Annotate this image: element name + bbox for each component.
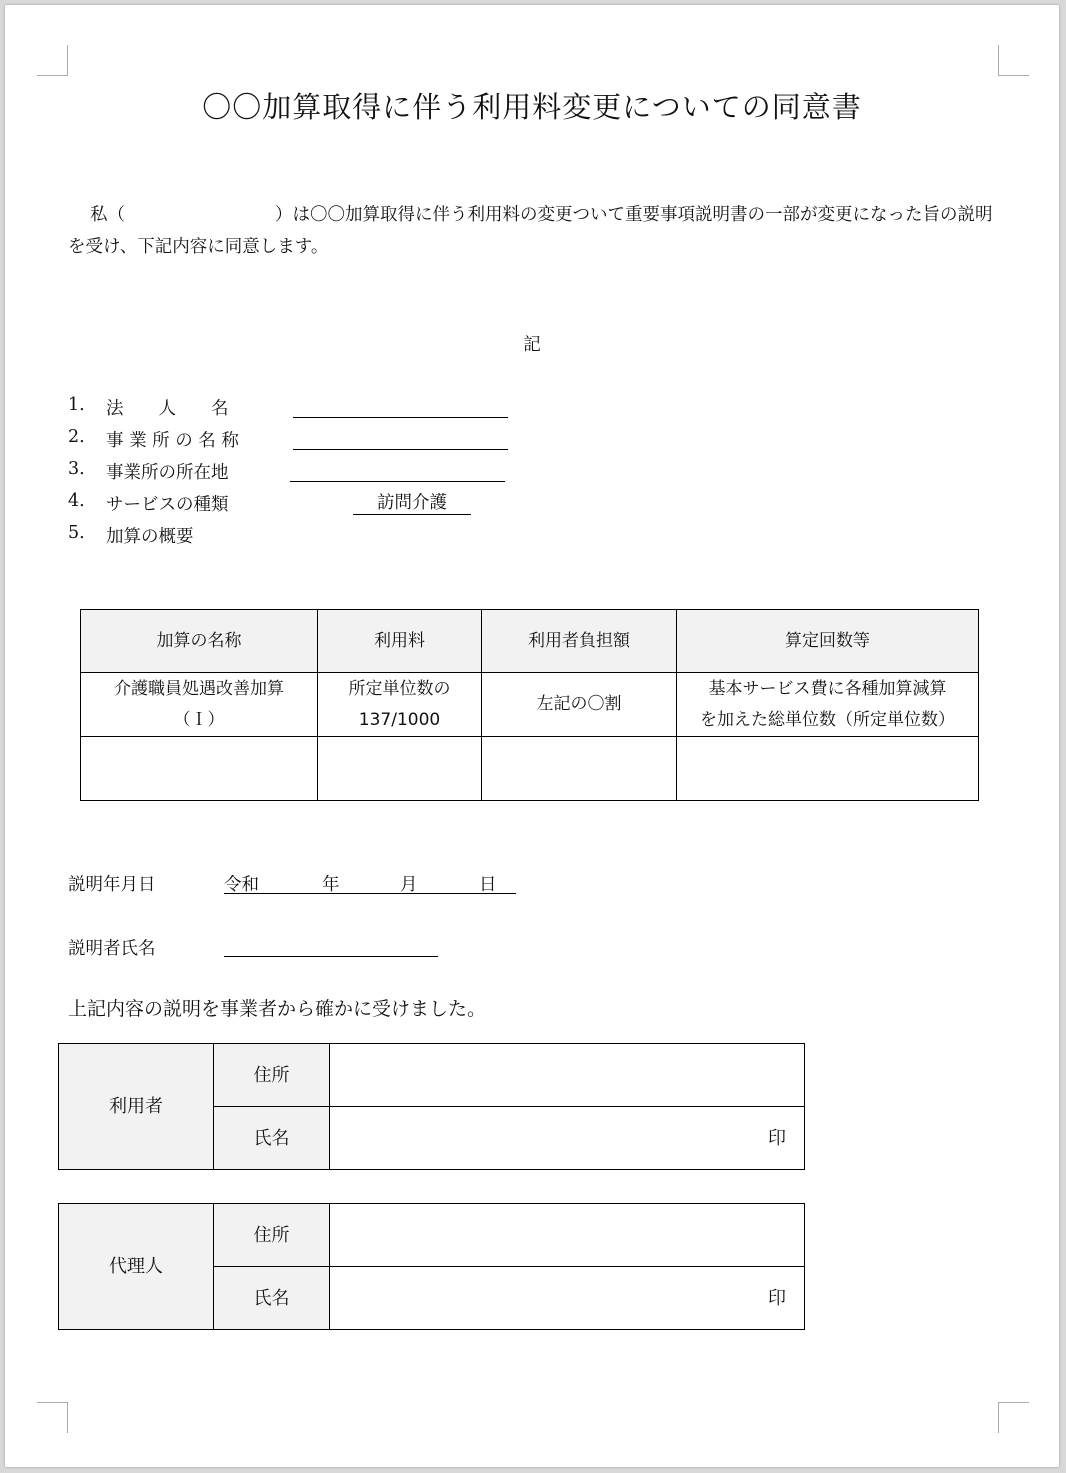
item-label: 法 人 名 <box>106 399 229 419</box>
date-month: 月 <box>400 875 418 895</box>
table-cell <box>677 673 979 737</box>
column-header: 利用料 <box>318 610 482 673</box>
cell-line: 137/1000 <box>358 709 441 730</box>
explainer-name-label: 説明者氏名 <box>68 939 156 959</box>
office-address-field[interactable] <box>290 481 505 482</box>
addition-table <box>80 609 979 801</box>
user-block-title: 利用者 <box>59 1044 214 1170</box>
crop-mark-top-left <box>37 45 68 76</box>
agent-signature-table <box>58 1203 805 1330</box>
user-signature-table <box>58 1043 805 1170</box>
address-label: 住所 <box>214 1204 330 1267</box>
crop-mark-top-right <box>998 45 1029 76</box>
date-era: 令和 <box>224 875 259 895</box>
crop-mark-bottom-right <box>998 1402 1029 1433</box>
name-label: 氏名 <box>214 1267 330 1330</box>
confirm-statement: 上記内容の説明を事業者から確かに受けました。 <box>68 998 487 1020</box>
seal-mark: 印 <box>768 1287 786 1309</box>
item-label: 事 業 所 の 名 称 <box>106 431 239 451</box>
table-cell[interactable] <box>677 737 979 801</box>
cell-line: 所定単位数の <box>348 678 451 699</box>
crop-mark-bottom-left <box>37 1402 68 1433</box>
table-cell <box>318 673 482 737</box>
column-header: 加算の名称 <box>81 610 318 673</box>
table-header-row <box>81 610 979 673</box>
cell-line: （Ｉ） <box>173 709 225 730</box>
cell-line: を加えた総単位数（所定単位数） <box>700 709 955 730</box>
column-header: 利用者負担額 <box>482 610 677 673</box>
table-cell <box>81 673 318 737</box>
service-type-value: 訪問介護 <box>353 489 471 515</box>
item-number: 3. <box>68 459 85 479</box>
explainer-name-field[interactable] <box>224 956 438 957</box>
column-header: 算定回数等 <box>677 610 979 673</box>
table-cell[interactable] <box>81 737 318 801</box>
intro-prefix: 私（ <box>90 205 125 225</box>
table-cell: 左記の〇割 <box>482 673 677 737</box>
intro-suffix: ）は〇〇加算取得に伴う利用料の変更ついて重要事項説明書の一部が変更になった旨の説明を受け、下記内容に同意します。 <box>68 205 993 257</box>
date-year: 年 <box>322 875 340 895</box>
table-cell[interactable] <box>482 737 677 801</box>
user-address-field[interactable] <box>330 1044 805 1107</box>
item-number: 1. <box>68 395 85 415</box>
date-day: 日 <box>479 875 497 895</box>
office-name-field[interactable] <box>293 449 508 450</box>
document-page <box>5 5 1059 1467</box>
item-number: 5. <box>68 523 85 543</box>
name-label: 氏名 <box>214 1107 330 1170</box>
ki-heading: 記 <box>523 335 541 355</box>
item-number: 4. <box>68 491 85 511</box>
table-row <box>81 737 979 801</box>
item-number: 2. <box>68 427 85 447</box>
explain-date-field[interactable] <box>224 871 516 894</box>
corporation-name-field[interactable] <box>293 417 508 418</box>
cell-line: 介護職員処遇改善加算 <box>114 678 284 699</box>
explain-date-label: 説明年月日 <box>68 875 156 895</box>
table-cell[interactable] <box>318 737 482 801</box>
agent-address-field[interactable] <box>330 1204 805 1267</box>
agent-name-field[interactable] <box>330 1267 805 1330</box>
table-row <box>81 673 979 737</box>
address-label: 住所 <box>214 1044 330 1107</box>
intro-paragraph <box>68 199 1003 263</box>
user-name-field[interactable] <box>330 1107 805 1170</box>
item-label: サービスの種類 <box>106 495 229 515</box>
item-label: 事業所の所在地 <box>106 463 229 483</box>
document-title: 〇〇加算取得に伴う利用料変更についての同意書 <box>202 90 862 124</box>
item-label: 加算の概要 <box>106 527 194 547</box>
seal-mark: 印 <box>768 1127 786 1149</box>
agent-block-title: 代理人 <box>59 1204 214 1330</box>
cell-line: 基本サービス費に各種加算減算 <box>708 678 947 699</box>
